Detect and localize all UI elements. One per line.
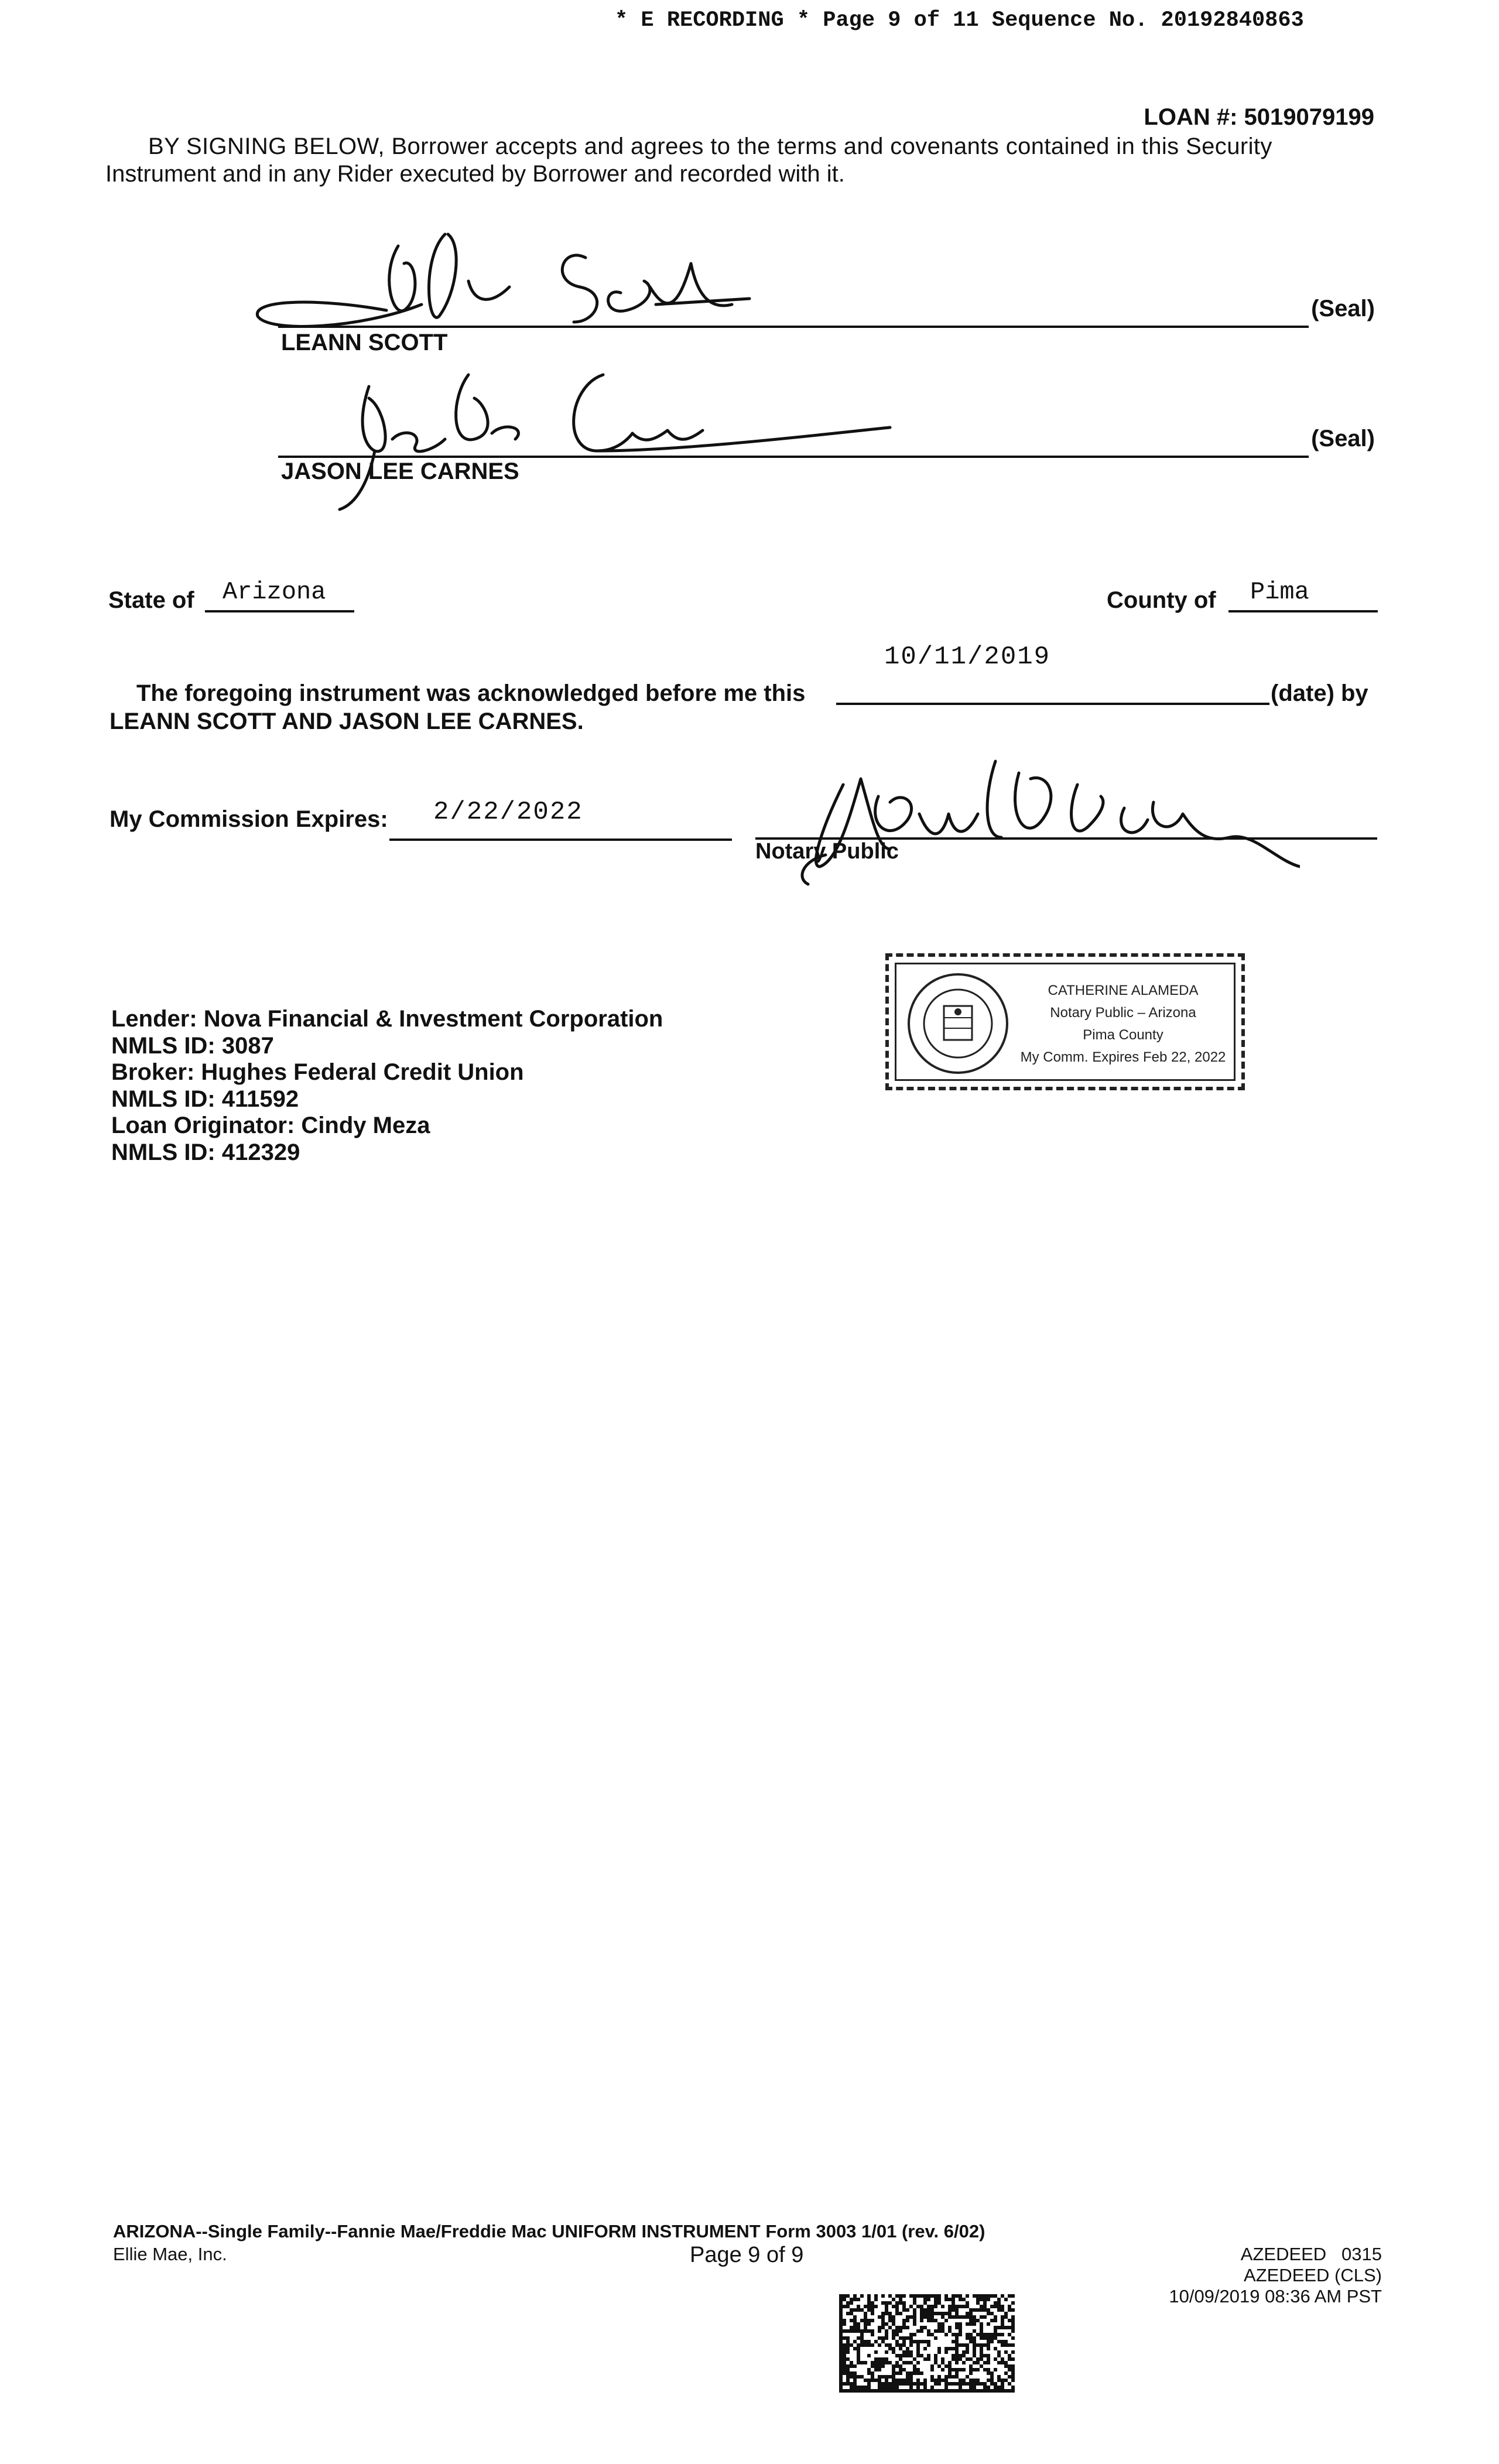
- state-label: State of: [108, 587, 194, 613]
- broker-nmls: NMLS ID: 411592: [111, 1086, 299, 1112]
- lender-line: Lender: Nova Financial & Investment Corporation: [111, 1006, 663, 1032]
- notary-signature: [773, 750, 1300, 890]
- seal-label-1: (Seal): [1311, 296, 1375, 321]
- state-value: Arizona: [223, 578, 326, 606]
- state-line: [205, 610, 354, 612]
- commission-label: My Commission Expires:: [109, 806, 388, 832]
- loan-number: LOAN #: 5019079199: [1144, 104, 1374, 130]
- footer-code-1: AZEDEED 0315: [1240, 2244, 1382, 2264]
- county-line: [1228, 610, 1378, 612]
- jason-lee-carnes-signature: [304, 363, 949, 515]
- date-suffix: (date) by: [1271, 680, 1368, 706]
- recording-header: * E RECORDING * Page 9 of 11 Sequence No. 20192840863: [615, 8, 1304, 33]
- seal-label-2: (Seal): [1311, 426, 1375, 451]
- commission-line: [389, 839, 732, 841]
- signer-name-1: LEANN SCOTT: [281, 330, 448, 355]
- form-line: ARIZONA--Single Family--Fannie Mae/Freddie Mac UNIFORM INSTRUMENT Form 3003 1/01 (rev. 6/02): [113, 2221, 985, 2241]
- commission-value: 2/22/2022: [433, 798, 583, 827]
- company-name: Ellie Mae, Inc.: [113, 2244, 227, 2264]
- county-value: Pima: [1250, 578, 1309, 606]
- lender-nmls: NMLS ID: 3087: [111, 1033, 274, 1059]
- great-seal-icon: [905, 971, 1011, 1076]
- intro-line-2: Instrument and in any Rider executed by Borrower and recorded with it.: [105, 161, 845, 187]
- originator-line: Loan Originator: Cindy Meza: [111, 1113, 430, 1138]
- signer-name-2: JASON LEE CARNES: [281, 458, 519, 484]
- broker-line: Broker: Hughes Federal Credit Union: [111, 1059, 524, 1085]
- intro-line-1: BY SIGNING BELOW, Borrower accepts and agrees to the terms and covenants contained in this Security: [148, 134, 1272, 159]
- footer-timestamp: 10/09/2019 08:36 AM PST: [1169, 2286, 1382, 2306]
- page-number: Page 9 of 9: [690, 2243, 804, 2267]
- acknowledged-parties: LEANN SCOTT AND JASON LEE CARNES.: [109, 709, 584, 734]
- notary-stamp: [885, 953, 1245, 1090]
- notary-public-label: Notary Public: [755, 839, 899, 864]
- originator-nmls: NMLS ID: 412329: [111, 1139, 300, 1165]
- acknowledgment-date: 10/11/2019: [884, 642, 1051, 672]
- acknowledgment-text: The foregoing instrument was acknowledged before me this: [136, 680, 806, 706]
- stamp-notary-name: CATHERINE ALAMEDA: [1048, 983, 1199, 998]
- stamp-county: Pima County: [1083, 1027, 1163, 1043]
- stamp-expiration: My Comm. Expires Feb 22, 2022: [1020, 1049, 1226, 1065]
- date-line: [836, 703, 1269, 705]
- county-label: County of: [1107, 587, 1216, 613]
- footer-code-2: AZEDEED (CLS): [1244, 2265, 1382, 2285]
- stamp-notary-title: Notary Public – Arizona: [1050, 1005, 1196, 1021]
- barcode-icon: [839, 2294, 1015, 2393]
